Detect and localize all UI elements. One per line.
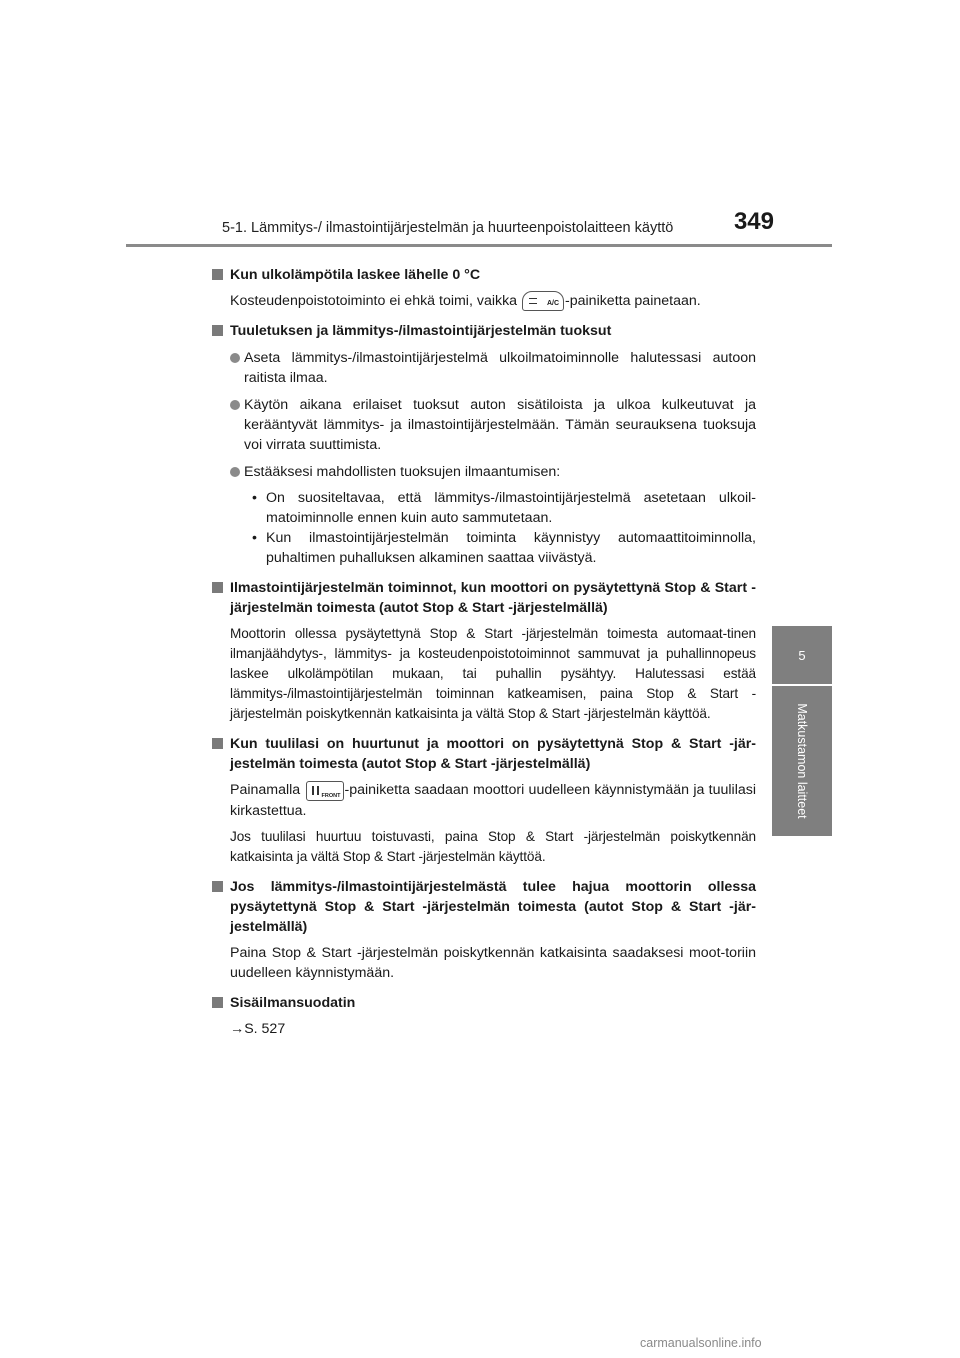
section-heading: Kun ulkolämpötila laskee lähelle 0 °C	[212, 265, 756, 285]
front-defroster-icon	[306, 781, 344, 801]
section-heading: Jos lämmitys-/ilmastointijärjestelmästä tulee hajua moottorin ollessa pysäytettynä Stop & Start -järjestelmän toimesta (autot Stop & Start -jär-jestelmällä)	[212, 877, 756, 937]
chapter-tab-text: Matkustamon laitteet	[795, 703, 809, 819]
page-header	[222, 208, 782, 242]
paragraph: Jos tuulilasi huurtuu toistuvasti, paina Stop & Start -järjestelmän poiskytkennän katkaisinta ja vältä Stop & Start -järjestelmän käyttöä.	[230, 828, 756, 864]
section-heading: Sisäilmansuodatin	[212, 993, 756, 1013]
paragraph	[230, 780, 756, 820]
section-title: 5-1. Lämmitys-/ ilmastointijärjestelmän ja huurteenpoistolaitteen käyttö	[222, 220, 674, 236]
paragraph-text: Painamalla	[230, 782, 305, 799]
page-content	[212, 255, 756, 1039]
section-heading: Kun tuulilasi on huurtunut ja moottori on pysäytettynä Stop & Start -jär-jestelmän toimesta (autot Stop & Start -järjestelmällä)	[212, 734, 756, 774]
paragraph-text: Kosteudenpoistotoiminto ei ehkä toimi, vaikka	[230, 293, 522, 309]
paragraph: Moottorin ollessa pysäytettynä Stop & Start -järjestelmän toimesta automaat-tinen ilmanjäähdytys-, lämmitys- ja kosteudenpoistotoiminnot sammuvat ja puhallinnopeus laskee ulkolämpötilan mukaan, tai puhallin pysähtyy. Halutessasi estää lämmitys-/ilmastointijärjestelmän toiminnan katkeamisen, paina Stop & Start -järjestelmän poiskytkennän katkaisinta ja vältä Stop & Start -järjestelmän käyttöä.	[230, 626, 756, 722]
chapter-tab-number: 5	[772, 626, 832, 684]
header-divider	[126, 244, 832, 247]
paragraph	[230, 291, 756, 311]
bullet-item: Käytön aikana erilaiset tuoksut auton sisätiloista ja ulkoa kulkeutuvat ja kerääntyvät lämmitys- ja ilmastointijärjestelmään. Tämän seurauksena tuoksuja voi virrata suuttimista.	[230, 395, 756, 455]
bullet-item: Aseta lämmitys-/ilmastointijärjestelmä ulkoilmatoiminnolle halutessasi autoon raitista ilmaa.	[230, 348, 756, 388]
paragraph: Paina Stop & Start -järjestelmän poiskytkennän katkaisinta saadaksesi moot-toriin uudelleen käynnistymään.	[230, 944, 756, 981]
watermark: carmanualsonline.info	[640, 1336, 762, 1350]
sub-item: • On suositeltavaa, että lämmitys-/ilmastointijärjestelmä asetetaan ulkoil-matoiminnolle ennen kuin auto sammutetaan.	[252, 488, 756, 528]
sub-item: • Kun ilmastointijärjestelmän toiminta käynnistyy automaattitoiminnolla, puhaltimen puhalluksen alkaminen saattaa viivästyä.	[252, 528, 756, 568]
page-reference: →S. 527	[230, 1020, 286, 1037]
chapter-tab-label	[772, 686, 832, 836]
bullet-item: Estääksesi mahdollisten tuoksujen ilmaantumisen:	[230, 462, 756, 482]
ac-button-icon	[522, 291, 564, 311]
paragraph-text: -painiketta saadaan moottori uudelleen käynnistymään ja tuulilasi kirkastettua.	[230, 782, 756, 819]
paragraph-text: -painiketta painetaan.	[565, 293, 701, 309]
section-heading: Tuuletuksen ja lämmitys-/ilmastointijärjestelmän tuoksut	[212, 321, 756, 341]
section-heading: Ilmastointijärjestelmän toiminnot, kun moottori on pysäytettynä Stop & Start -järjestelmän toimesta (autot Stop & Start -järjestelmällä)	[212, 578, 756, 618]
page-number: 349	[733, 208, 774, 235]
